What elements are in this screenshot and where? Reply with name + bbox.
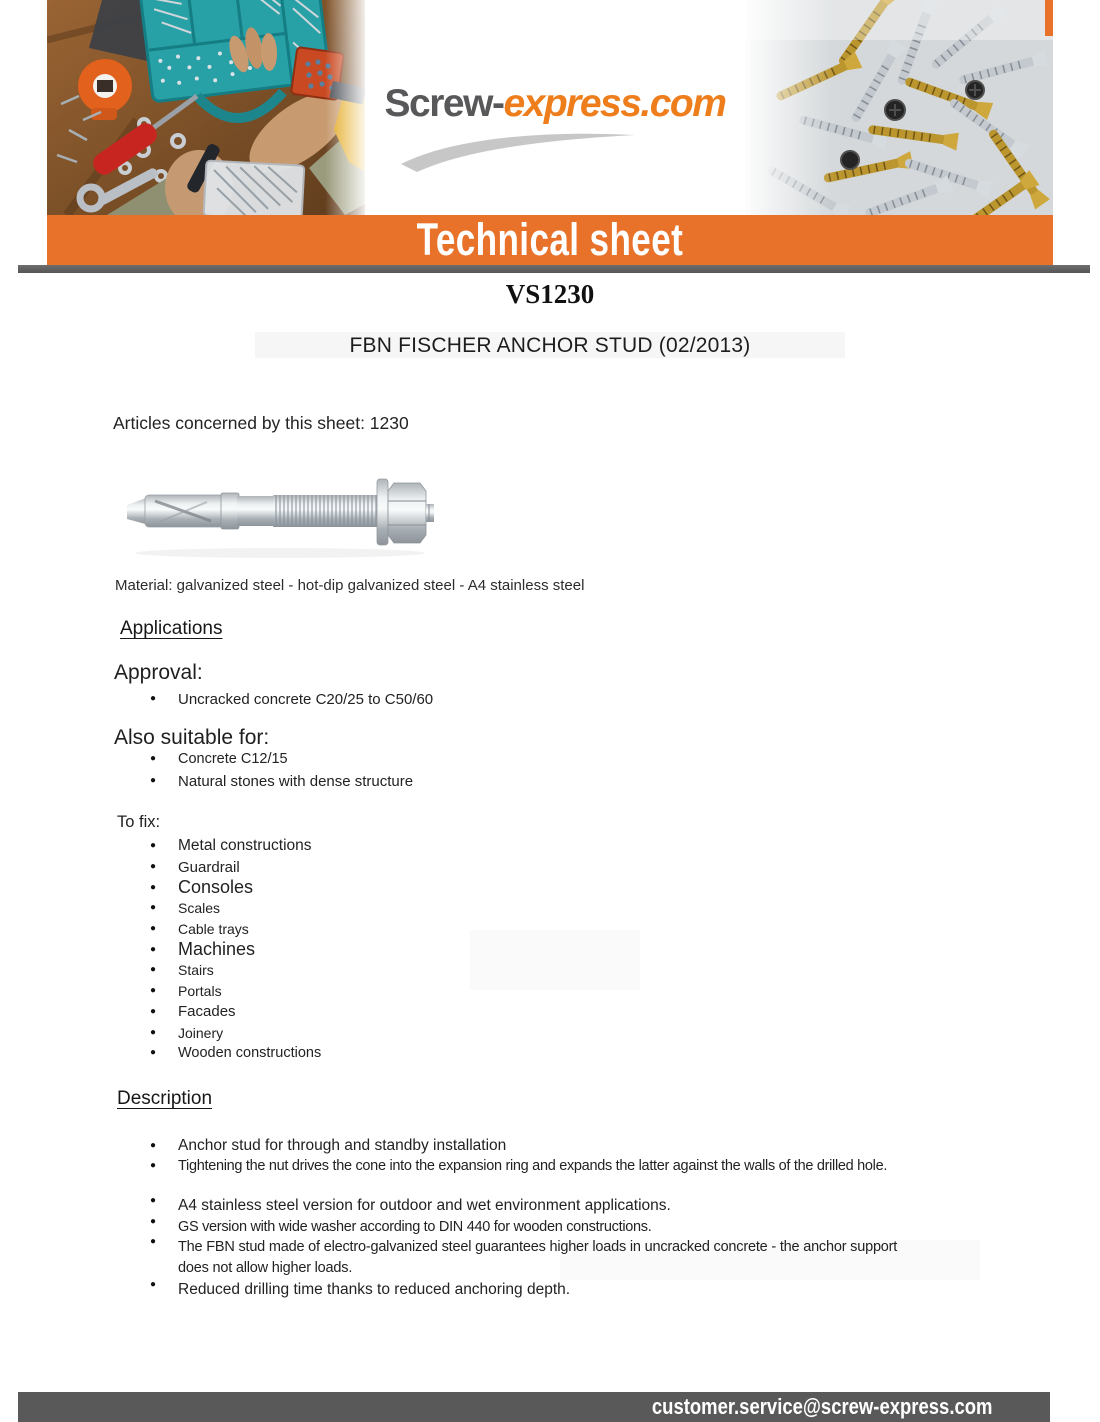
list-item [150,836,321,857]
anchor-stud-illustration [115,465,437,563]
list-item [150,898,321,919]
list-item [150,748,413,770]
list-item-label: Guardrail [178,858,240,876]
bullet-icon: ● [150,881,157,893]
applications-heading: Applications [120,618,223,639]
list-item-label: Uncracked concrete C20/25 to C50/60 [178,690,434,708]
bullet-icon: ● [150,964,157,976]
list-item [150,857,321,878]
footer-email: customer.service@screw-express.com [651,1394,992,1419]
doc-subtitle: FBN FISCHER ANCHOR STUD (02/2013) [349,334,751,357]
bullet-icon: ● [150,840,157,852]
approval-list [150,688,433,710]
bullet-icon: ● [150,902,157,914]
list-item-label: The FBN stud made of electro-galvanized steel guarantees higher loads in uncracked concrete - the anchor support does not allow higher loads. [178,1239,898,1276]
list-item-label: Cable trays [178,921,249,938]
bullet-icon: ● [150,1160,156,1171]
bullet-icon: ● [150,1279,157,1290]
articles-line: Articles concerned by this sheet: 1230 [113,413,409,433]
list-item-label: Scales [178,900,221,917]
list-item-label: Natural stones with dense structure [178,772,414,790]
list-item-label: Reduced drilling time thanks to reduced anchoring depth. [178,1281,571,1298]
list-item-label: Concrete C12/15 [178,751,288,767]
list-item-label: Stairs [178,962,214,979]
list-item-label: Wooden constructions [178,1045,322,1062]
also-suitable-list [150,748,413,792]
list-item [150,1156,887,1176]
list-item [150,919,321,940]
list-item-label: Metal constructions [178,837,312,855]
list-item [150,877,321,898]
scan-artifact [470,930,640,990]
list-item [150,1196,950,1217]
to-fix-heading: To fix: [117,813,161,831]
brand-logo [365,82,745,126]
bullet-icon: ● [150,775,157,786]
bullet-icon: ● [150,1215,156,1227]
workbench-photo-illustration [47,0,365,215]
header-photo-screws [745,0,1053,215]
header-photo-workbench [47,0,365,215]
list-item-label: Anchor stud for through and standby installation [178,1137,507,1154]
list-item-label: Machines [178,939,256,960]
logo-swoosh-icon [393,128,643,176]
approval-heading: Approval: [114,661,203,684]
logo-text-orange: express.com [503,82,726,125]
bullet-icon: ● [150,943,157,955]
list-item [150,1136,887,1156]
list-item-label: GS version with wide washer according to DIN 440 for wooden constructions. [178,1218,652,1235]
page-title: VS1230 [505,279,595,309]
footer-bar [18,1392,1050,1422]
list-item [150,1022,321,1043]
list-item-label: A4 stainless steel version for outdoor and wet environment applications. [178,1197,671,1214]
list-item [150,1043,321,1064]
list-item [150,688,433,710]
list-item [150,960,321,981]
list-item [150,939,321,960]
bullet-icon: ● [150,1195,157,1206]
list-item-label: Tightening the nut drives the cone into the expansion ring and expands the latter against the walls of the drilled hole. [178,1158,888,1174]
bullet-icon: ● [150,985,157,997]
bullet-icon: ● [150,1236,156,1247]
description-list-1 [150,1136,887,1176]
bullet-icon: ● [150,861,157,873]
list-item [150,770,413,792]
bullet-icon: ● [150,1026,157,1038]
to-fix-list [150,836,321,1064]
screw-pile-illustration [745,0,1053,215]
list-item-label: Facades [178,1003,236,1021]
list-item-label: Joinery [178,1024,224,1041]
list-item [150,1217,950,1238]
logo-area [365,0,745,215]
bullet-icon: ● [150,1140,157,1151]
list-item [150,1280,950,1301]
banner-title: Technical sheet [416,214,684,265]
description-list-2 [150,1196,950,1301]
bullet-icon: ● [150,1005,157,1017]
bullet-icon: ● [150,923,157,935]
list-item-label: Consoles [178,877,254,898]
list-item [150,1237,950,1278]
list-item [150,981,321,1002]
list-item-label: Portals [178,983,222,1000]
description-heading: Description [117,1088,213,1109]
header-divider-bar [18,265,1090,273]
technical-sheet-banner [47,215,1053,265]
material-line: Material: galvanized steel - hot-dip galvanized steel - A4 stainless steel [115,577,585,594]
logo-text-gray: Screw- [384,82,504,125]
bullet-icon: ● [150,753,157,764]
bullet-icon: ● [150,693,157,704]
bullet-icon: ● [150,1047,157,1059]
product-photo-anchor-stud [115,465,437,568]
list-item [150,1002,321,1023]
also-suitable-heading: Also suitable for: [114,726,270,749]
